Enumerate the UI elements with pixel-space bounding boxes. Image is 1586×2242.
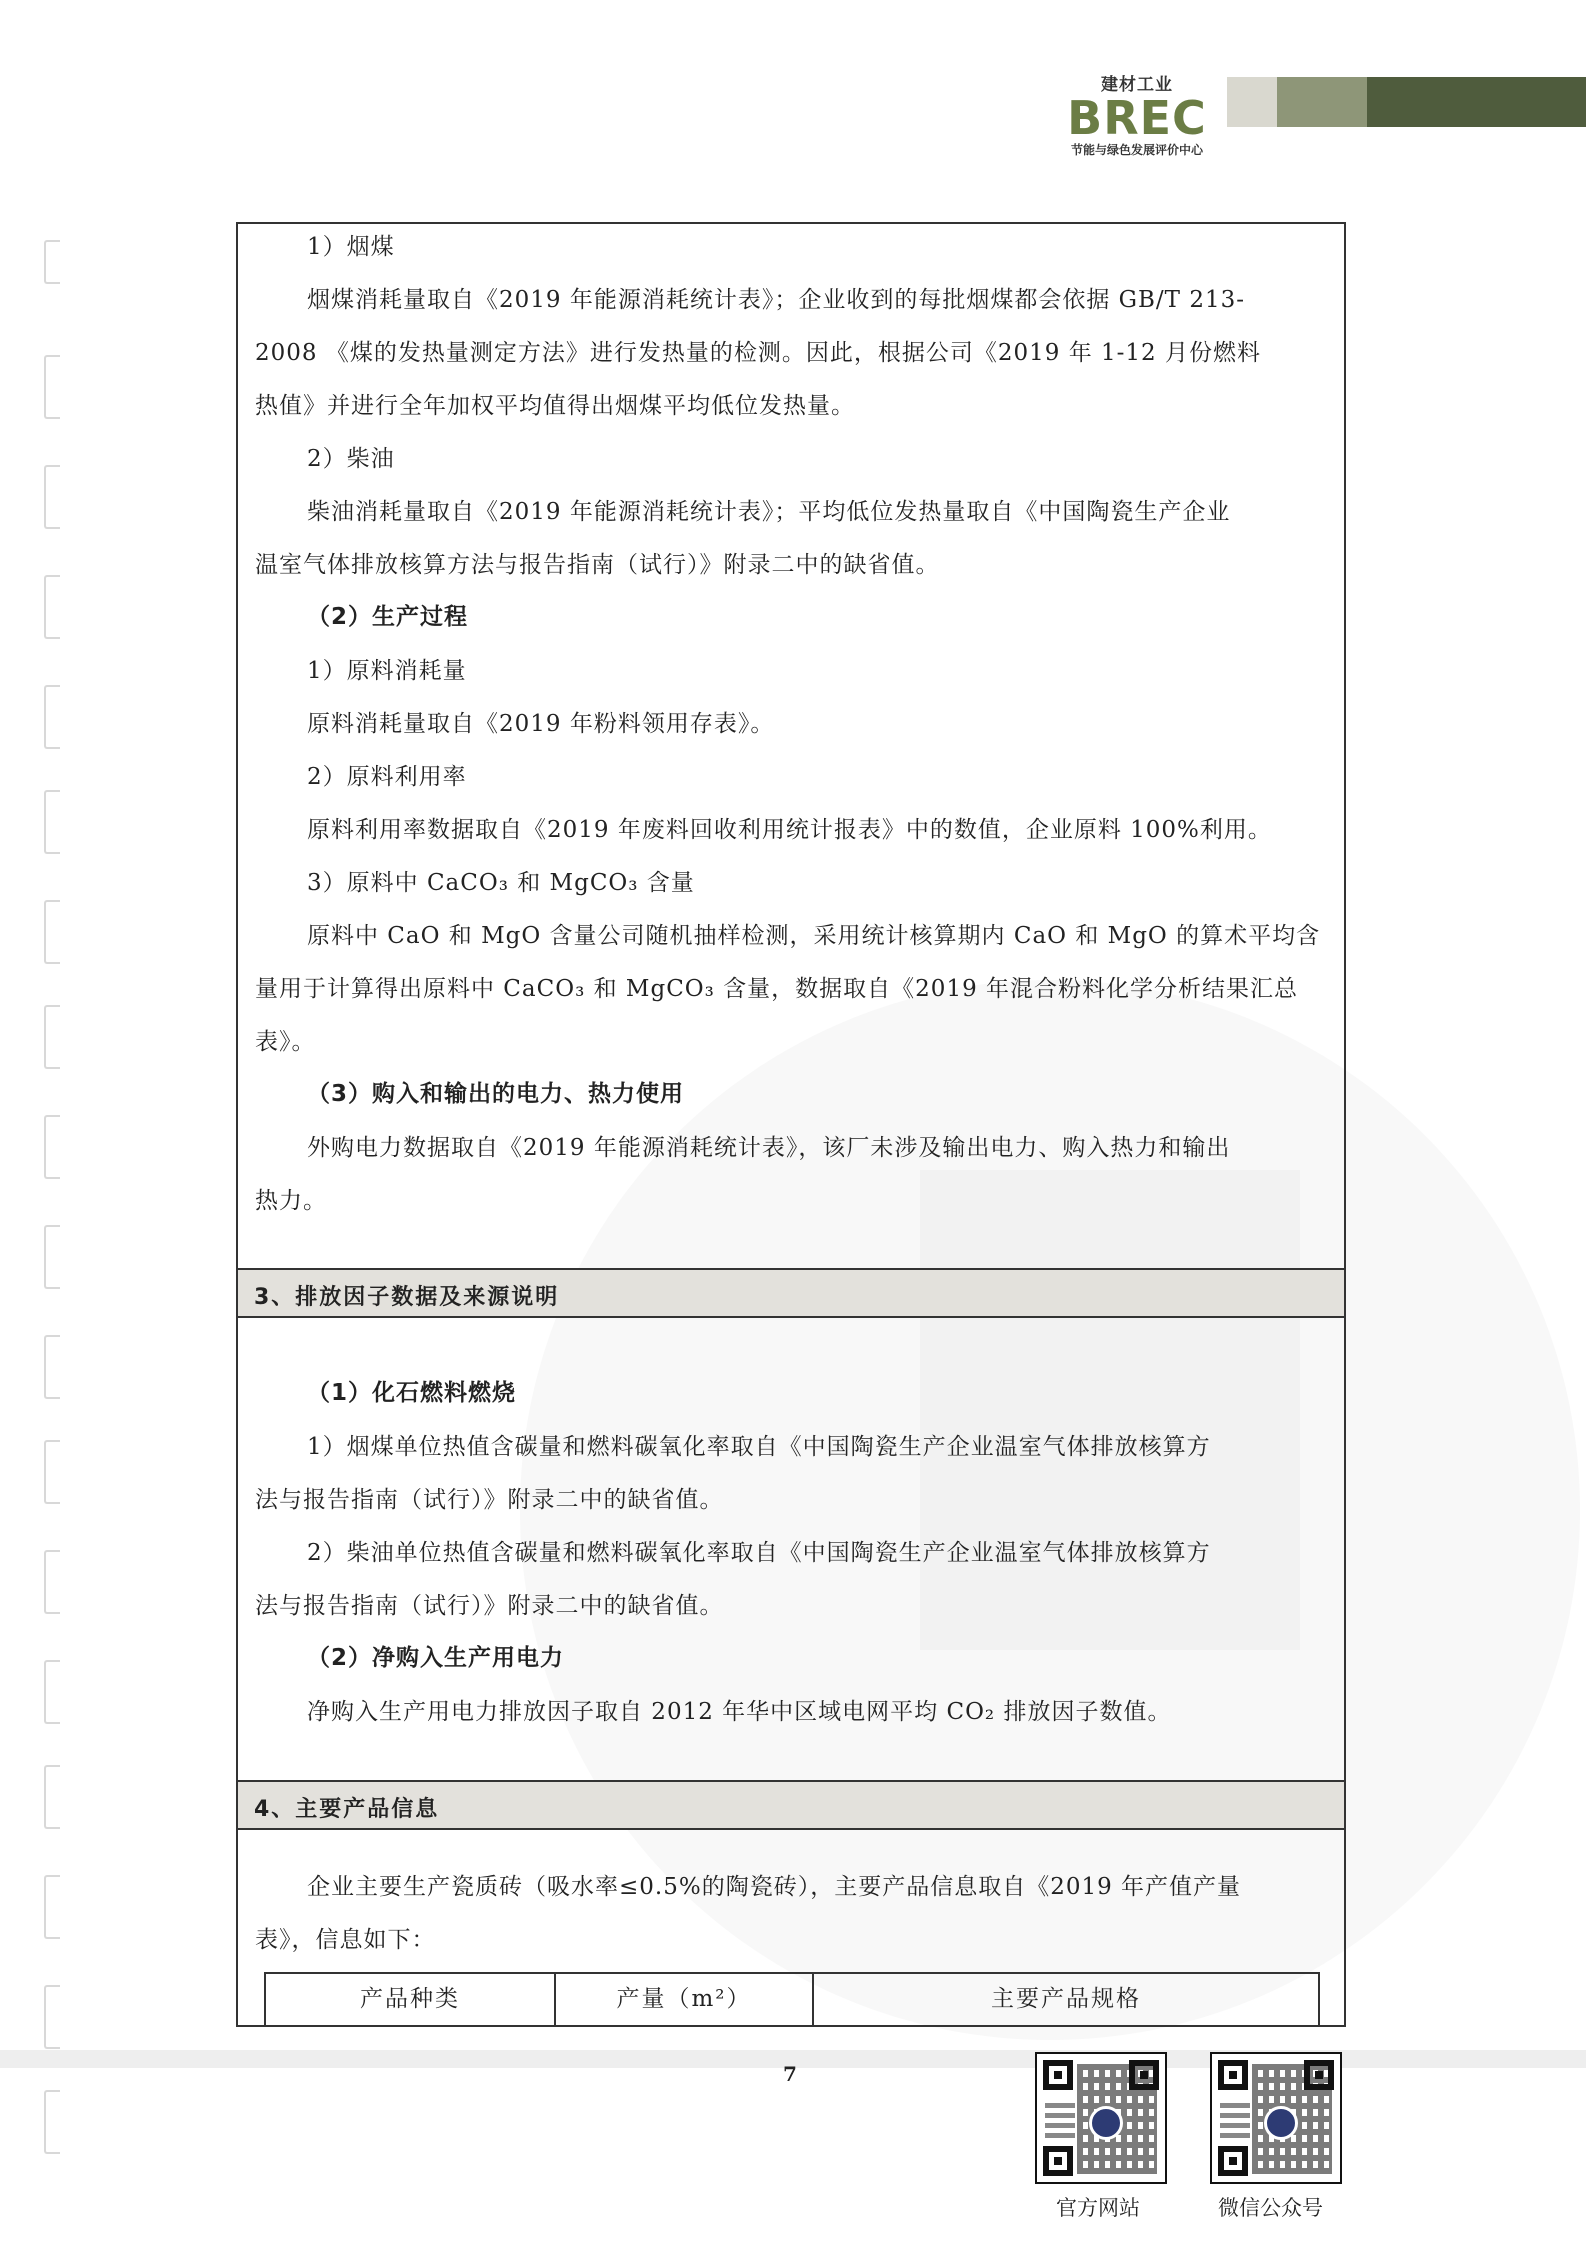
binder-mark (44, 790, 60, 854)
qr-code-website[interactable] (1035, 2052, 1167, 2184)
paragraph-line: 柴油消耗量取自《2019 年能源消耗统计表》；平均低位发热量取自《中国陶瓷生产企业 (307, 499, 1231, 525)
section-header-4 (238, 1780, 1344, 1830)
paragraph-line: 3）原料中 CaCO₃ 和 MgCO₃ 含量 (307, 870, 695, 896)
paragraph-line: 净购入生产用电力排放因子取自 2012 年华中区域电网平均 CO₂ 排放因子数值。 (307, 1699, 1172, 1725)
binder-mark (44, 575, 60, 639)
binder-mark (44, 1335, 60, 1399)
qr-code-wechat[interactable] (1210, 2052, 1342, 2184)
header-bar-mid (1277, 77, 1367, 127)
qr-label-wechat: 微信公众号 (1218, 2196, 1323, 2220)
paragraph-line: 烟煤消耗量取自《2019 年能源消耗统计表》；企业收到的每批烟煤都会依据 GB/T 213- (307, 287, 1246, 313)
binder-mark (44, 1225, 60, 1289)
paragraph-line: 企业主要生产瓷质砖（吸水率≤0.5%的陶瓷砖），主要产品信息取自《2019 年产值产量 (307, 1874, 1242, 1900)
section-title-3: 3、排放因子数据及来源说明 (254, 1285, 560, 1310)
paragraph-line: 量用于计算得出原料中 CaCO₃ 和 MgCO₃ 含量，数据取自《2019 年混合粉料化学分析结果汇总 (255, 976, 1299, 1002)
binder-mark (44, 2090, 60, 2154)
header-bar-dark (1367, 77, 1586, 127)
section-header-3 (238, 1268, 1344, 1318)
binder-mark (44, 355, 60, 419)
paragraph-line: 表》。 (255, 1029, 316, 1055)
binder-mark (44, 1765, 60, 1829)
table-header-cell: 主要产品规格 (991, 1986, 1141, 2012)
page-number: 7 (783, 2062, 797, 2086)
paragraph-line: 2）柴油单位热值含碳量和燃料碳氧化率取自《中国陶瓷生产企业温室气体排放核算方 (307, 1540, 1211, 1566)
qr-label-website: 官方网站 (1056, 2196, 1140, 2220)
header-bar-light (1227, 77, 1277, 127)
paragraph-line: 表》，信息如下： (255, 1927, 436, 1953)
paragraph-line: 温室气体排放核算方法与报告指南（试行）》附录二中的缺省值。 (255, 552, 940, 578)
paragraph-line: 原料消耗量取自《2019 年粉料领用存表》。 (307, 711, 775, 737)
table-header-cell: 产量（m²） (556, 1974, 814, 2027)
subheading: （2）生产过程 (307, 604, 469, 630)
paragraph-line: 2）柴油 (307, 446, 395, 472)
brec-logo (1062, 70, 1212, 158)
subheading: （2）净购入生产用电力 (307, 1645, 565, 1671)
binder-mark (44, 900, 60, 964)
qr-center-logo-icon (1264, 2106, 1298, 2140)
binder-mark (44, 465, 60, 529)
paragraph-line: 1）烟煤单位热值含碳量和燃料碳氧化率取自《中国陶瓷生产企业温室气体排放核算方 (307, 1434, 1211, 1460)
binder-mark (44, 1550, 60, 1614)
binder-mark (44, 1660, 60, 1724)
section-title-4: 4、主要产品信息 (254, 1797, 440, 1822)
subheading: （1）化石燃料燃烧 (307, 1380, 517, 1406)
paragraph-line: 热值》并进行全年加权平均值得出烟煤平均低位发热量。 (255, 393, 855, 419)
paragraph-line: 外购电力数据取自《2019 年能源消耗统计表》，该厂未涉及输出电力、购入热力和输出 (307, 1135, 1231, 1161)
paragraph-line: 法与报告指南（试行）》附录二中的缺省值。 (255, 1487, 724, 1513)
logo-line1: 建材工业 (1101, 75, 1173, 95)
subheading: （3）购入和输出的电力、热力使用 (307, 1081, 685, 1107)
qr-center-logo-icon (1089, 2106, 1123, 2140)
paragraph-line: 法与报告指南（试行）》附录二中的缺省值。 (255, 1593, 724, 1619)
binder-mark (44, 1875, 60, 1939)
logo-main: BREC (1067, 91, 1207, 145)
binder-mark (44, 1440, 60, 1504)
paragraph-line: 1）烟煤 (307, 234, 395, 260)
binder-mark (44, 1985, 60, 2049)
paragraph-line: 2008 《煤的发热量测定方法》进行发热量的检测。因此，根据公司《2019 年 1-12 月份燃料 (255, 340, 1261, 366)
paragraph-line: 原料中 CaO 和 MgO 含量公司随机抽样检测，采用统计核算期内 CaO 和 MgO 的算术平均含 (307, 923, 1321, 949)
paragraph-line: 1）原料消耗量 (307, 658, 467, 684)
binder-mark (44, 685, 60, 749)
table-header-cell: 产品种类 (266, 1974, 556, 2027)
paragraph-line: 热力。 (255, 1188, 327, 1214)
binder-mark (44, 1115, 60, 1179)
paragraph-line: 2）原料利用率 (307, 764, 467, 790)
logo-line2: 节能与绿色发展评价中心 (1070, 143, 1203, 157)
paragraph-line: 原料利用率数据取自《2019 年废料回收利用统计报表》中的数值，企业原料 100%利用。 (307, 817, 1272, 843)
binder-mark (44, 240, 60, 284)
binder-mark (44, 1005, 60, 1069)
product-table-header (264, 1972, 1320, 2027)
